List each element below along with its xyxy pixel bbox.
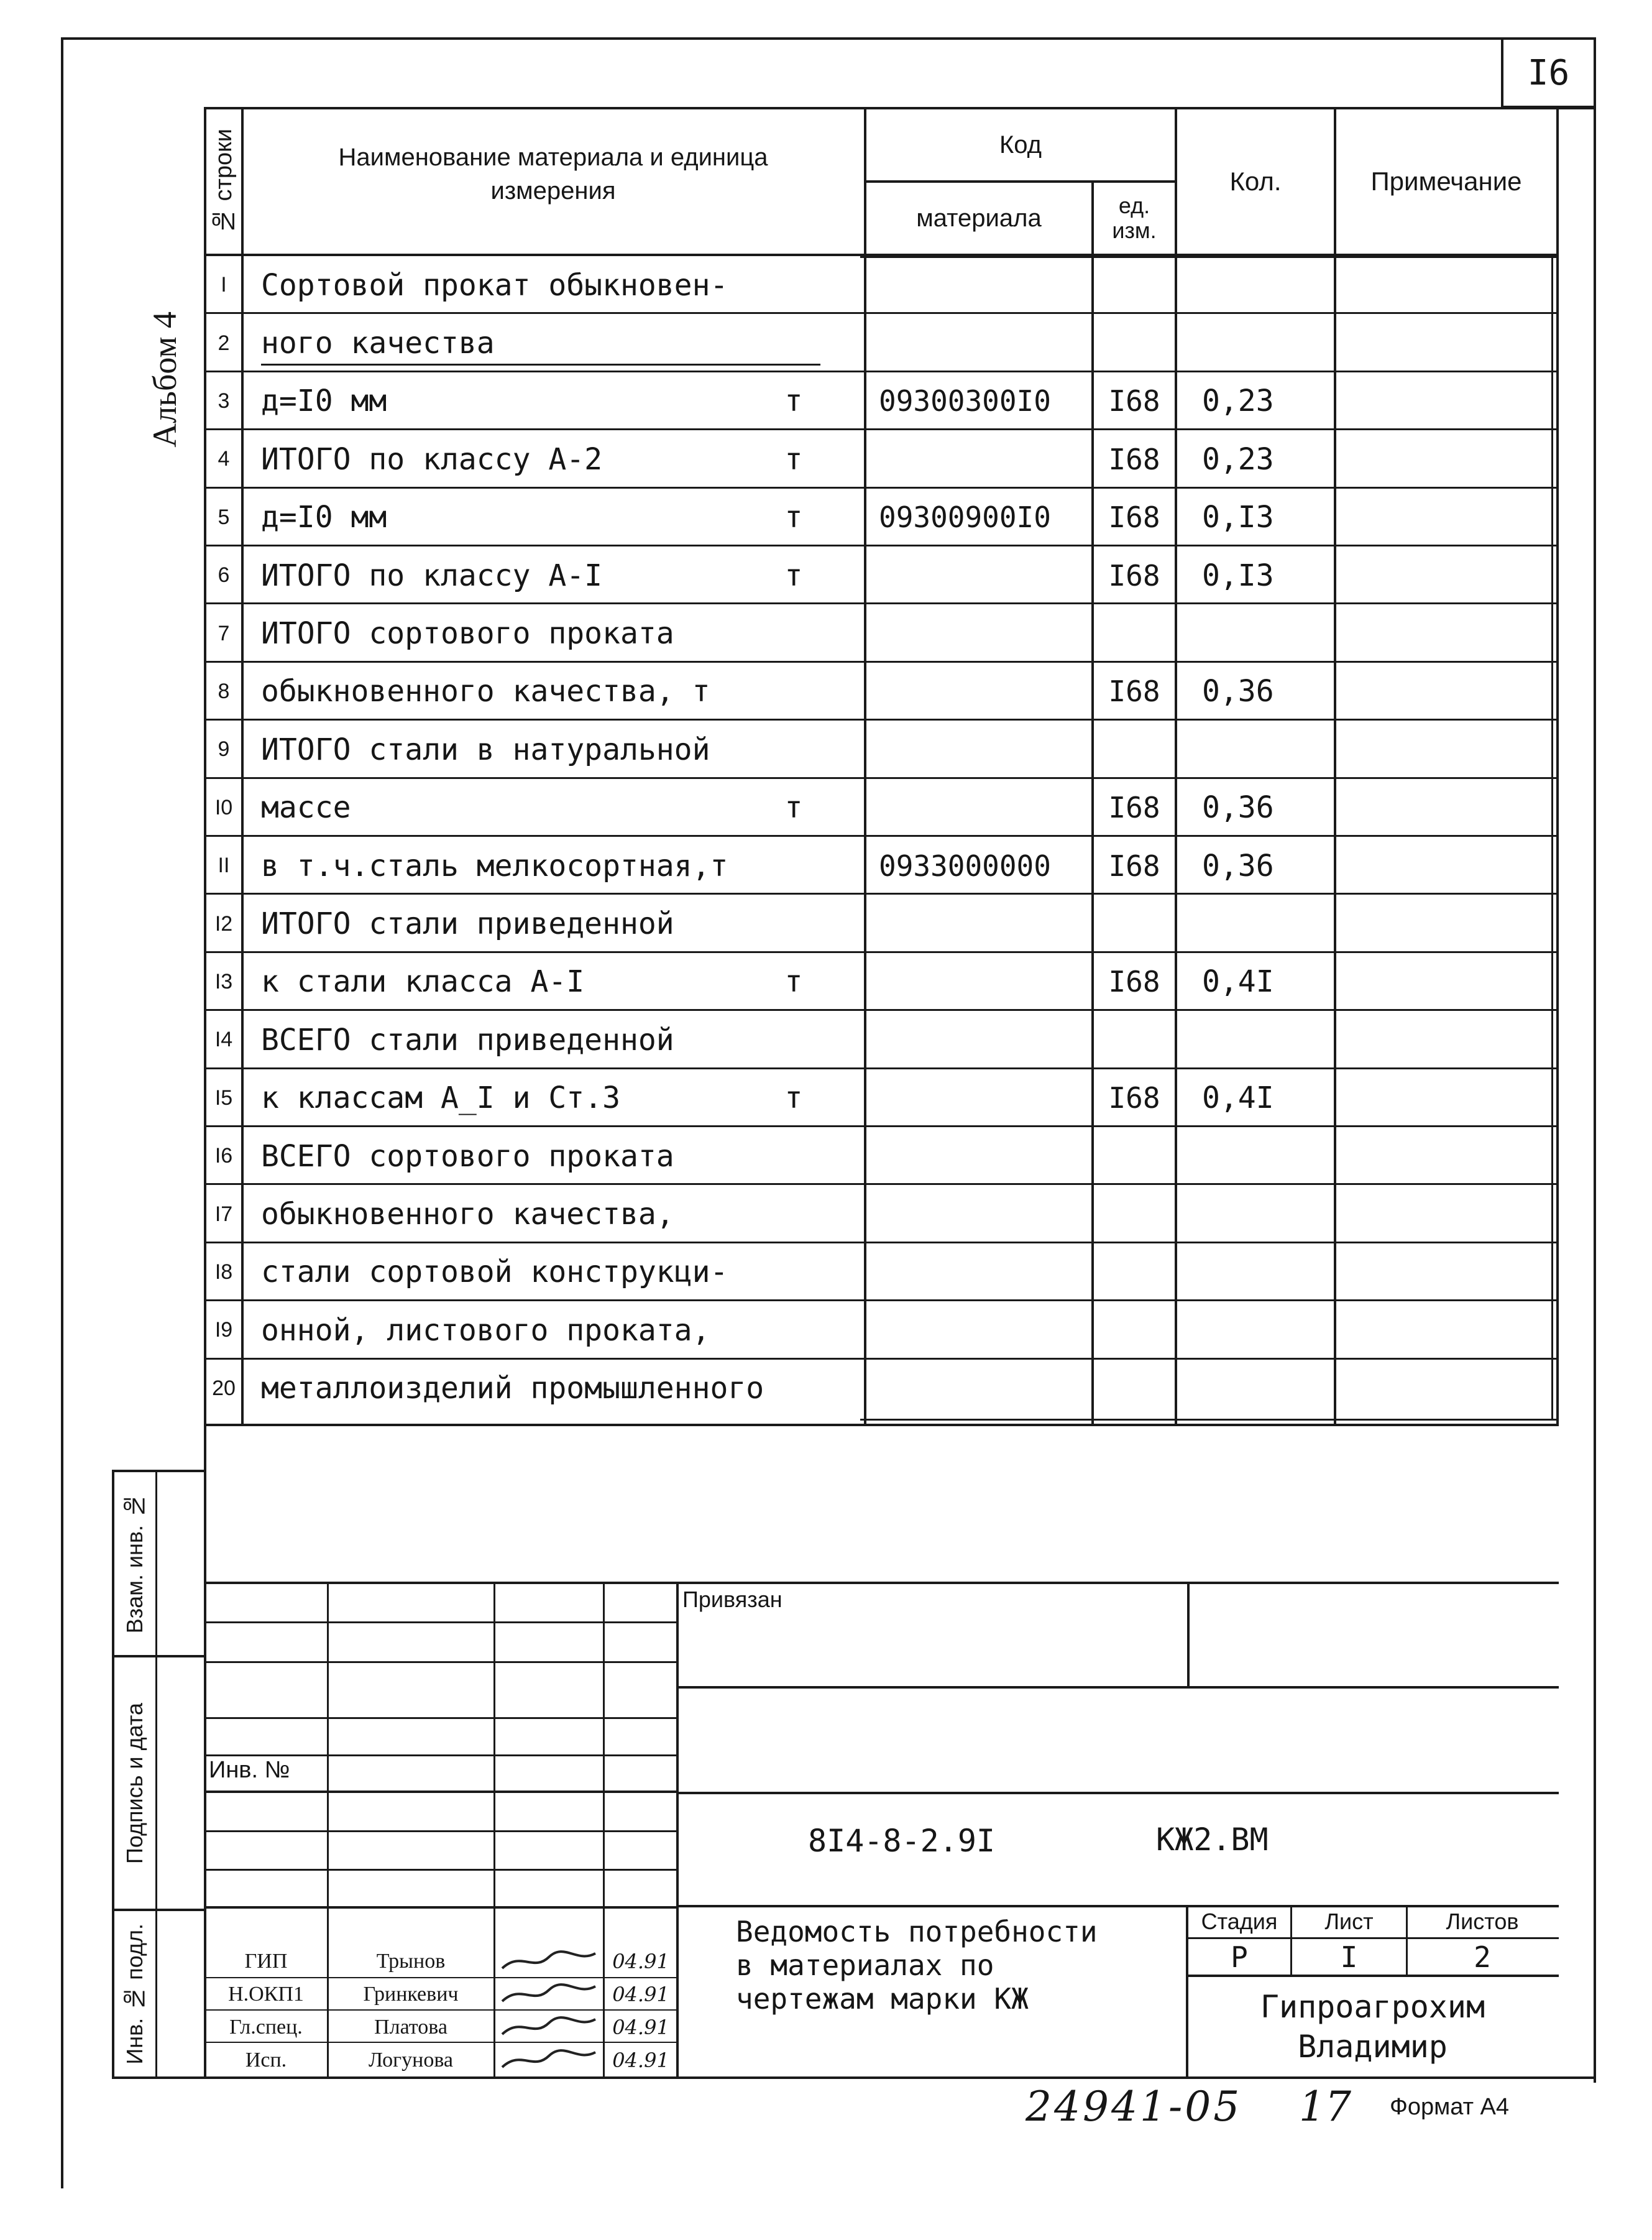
inv-no-label: Инв. № bbox=[209, 1757, 290, 1783]
cell-code bbox=[866, 1011, 1104, 1069]
cell-code bbox=[866, 314, 1104, 372]
underline-row2 bbox=[261, 364, 820, 366]
cell-unit: т bbox=[784, 384, 803, 419]
cell-name: обыкновенного качества, т bbox=[261, 674, 710, 709]
table-row bbox=[206, 779, 1558, 837]
header-name: Наименование материала и единица измерения bbox=[338, 144, 768, 205]
stamp-col-split bbox=[155, 1470, 157, 2078]
cell-name: онной, листового проката, bbox=[261, 1312, 710, 1348]
cell-name: ного качества bbox=[261, 326, 495, 361]
signature-name: Логунова bbox=[368, 2048, 454, 2072]
table-row bbox=[206, 604, 1558, 662]
cell-code bbox=[866, 1301, 1104, 1359]
cell-note bbox=[1336, 1360, 1569, 1417]
table-row bbox=[206, 1069, 1558, 1127]
sheet-label: Лист bbox=[1324, 1909, 1374, 1934]
cell-qty: 0,I3 bbox=[1202, 558, 1274, 593]
cell-qty bbox=[1177, 256, 1359, 314]
album-label: Альбом 4 bbox=[146, 311, 183, 448]
cell-note bbox=[1336, 663, 1569, 721]
table-row bbox=[206, 546, 1558, 604]
cell-ed bbox=[1094, 1360, 1175, 1417]
signature-row bbox=[205, 1978, 677, 2011]
cell-unit: т bbox=[784, 1081, 803, 1116]
cell-name: массе bbox=[261, 790, 351, 826]
cell-ed bbox=[1094, 1301, 1175, 1359]
signature-role: Гл.спец. bbox=[229, 2015, 303, 2039]
cell-note bbox=[1336, 953, 1569, 1011]
signature-mark bbox=[496, 2011, 602, 2044]
cell-row-no: I bbox=[221, 273, 227, 297]
table-bottom bbox=[204, 1424, 1559, 1426]
cell-name: ВСЕГО сортового проката bbox=[261, 1138, 674, 1174]
table-row bbox=[206, 1127, 1558, 1185]
tb-top bbox=[204, 1582, 1559, 1584]
signature-date: 04.91 bbox=[612, 1949, 669, 1973]
cell-ed bbox=[1094, 314, 1175, 372]
cell-code bbox=[866, 953, 1104, 1011]
cell-code bbox=[866, 1360, 1104, 1417]
tb-h-code bbox=[677, 1792, 1559, 1794]
cell-row-no: I6 bbox=[214, 1144, 233, 1168]
table-row bbox=[206, 256, 1558, 314]
table-row bbox=[206, 953, 1558, 1011]
cell-code bbox=[866, 546, 1104, 604]
tb-left-h5 bbox=[205, 1791, 677, 1793]
cell-code: 09300900I0 bbox=[879, 500, 1051, 535]
page-number: I6 bbox=[1527, 52, 1570, 93]
cell-row-no: I2 bbox=[214, 911, 233, 936]
table-body bbox=[206, 256, 1558, 1425]
cell-qty: 0,4I bbox=[1202, 964, 1274, 1000]
cell-unit bbox=[716, 1011, 871, 1069]
doc-title-line2: в материалах по bbox=[736, 1948, 994, 1982]
cell-ed: I68 bbox=[1108, 675, 1160, 709]
header-code-material: материала bbox=[916, 204, 1042, 232]
stage-label: Стадия bbox=[1201, 1909, 1278, 1934]
cell-code bbox=[866, 1069, 1104, 1127]
cell-code bbox=[866, 1127, 1104, 1185]
cell-qty bbox=[1177, 1360, 1359, 1417]
cell-unit bbox=[716, 604, 871, 662]
cell-note bbox=[1336, 314, 1569, 372]
cell-row-no: I3 bbox=[214, 969, 233, 993]
header-note: Примечание bbox=[1370, 167, 1522, 196]
cell-row-no: II bbox=[218, 854, 230, 878]
cell-unit bbox=[716, 663, 871, 721]
cell-unit bbox=[716, 1360, 871, 1417]
cell-row-no: 7 bbox=[218, 621, 230, 645]
table-row bbox=[206, 489, 1558, 546]
cell-note bbox=[1336, 1127, 1569, 1185]
cell-ed: I68 bbox=[1108, 558, 1160, 592]
cell-row-no: I7 bbox=[214, 1202, 233, 1226]
cell-ed: I68 bbox=[1108, 1081, 1160, 1115]
cell-note bbox=[1336, 372, 1569, 430]
table-row bbox=[206, 895, 1558, 952]
signature-name: Трынов bbox=[376, 1949, 446, 1973]
cell-row-no: 9 bbox=[218, 737, 230, 762]
cell-name: ИТОГО сортового проката bbox=[261, 616, 674, 652]
stage-value: Р bbox=[1231, 1940, 1248, 1974]
header-code: Код bbox=[999, 131, 1042, 159]
cell-row-no: I0 bbox=[214, 795, 233, 819]
cell-qty: 0,4I bbox=[1202, 1081, 1274, 1116]
org-line1: Гипроагрохим bbox=[1260, 1989, 1485, 2025]
tb-left-h7 bbox=[205, 1869, 677, 1871]
tb-left-h3 bbox=[205, 1717, 677, 1719]
cell-name: ИТОГО стали в натуральной bbox=[261, 732, 710, 767]
cell-ed bbox=[1094, 604, 1175, 662]
table-row bbox=[206, 1360, 1558, 1417]
frame-left bbox=[61, 37, 63, 2188]
cell-qty bbox=[1177, 1301, 1359, 1359]
cell-qty bbox=[1177, 721, 1359, 778]
tb-left-h2 bbox=[205, 1661, 677, 1663]
cell-row-no: 3 bbox=[218, 389, 230, 413]
signature-row bbox=[205, 2011, 677, 2044]
cell-row-no: I8 bbox=[214, 1260, 233, 1284]
cell-qty bbox=[1177, 314, 1359, 372]
signature-role: Исп. bbox=[245, 2048, 287, 2072]
cell-name: д=I0 мм bbox=[261, 384, 387, 419]
cell-name: ИТОГО по классу А-2 bbox=[261, 441, 603, 477]
cell-note bbox=[1336, 721, 1569, 778]
cell-name: д=I0 мм bbox=[261, 500, 387, 535]
cell-row-no: 5 bbox=[218, 505, 230, 529]
cell-ed: I68 bbox=[1108, 791, 1160, 825]
org-line2: Владимир bbox=[1298, 2029, 1448, 2065]
sheets-value: 2 bbox=[1474, 1940, 1491, 1974]
frame-top bbox=[62, 37, 1595, 40]
cell-code bbox=[866, 1185, 1104, 1243]
cell-ed bbox=[1094, 1011, 1175, 1069]
table-row bbox=[206, 663, 1558, 721]
cell-unit bbox=[716, 1185, 871, 1243]
frame-right bbox=[1594, 37, 1596, 2083]
cell-note bbox=[1336, 1011, 1569, 1069]
header-row-no: № строки bbox=[210, 129, 237, 234]
signatures bbox=[205, 1945, 677, 2076]
cell-code bbox=[866, 256, 1104, 314]
table-row bbox=[206, 372, 1558, 430]
header-qty: Кол. bbox=[1229, 167, 1282, 196]
cell-unit bbox=[716, 1243, 871, 1301]
signature-date: 04.91 bbox=[612, 2015, 669, 2039]
tb-left-h4 bbox=[205, 1754, 677, 1756]
cell-ed bbox=[1094, 1243, 1175, 1301]
cell-note bbox=[1336, 1243, 1569, 1301]
cell-qty: 0,23 bbox=[1202, 384, 1274, 419]
cell-unit: т bbox=[784, 500, 803, 535]
cell-unit bbox=[716, 721, 871, 778]
cell-code bbox=[866, 779, 1104, 837]
cell-row-no: 4 bbox=[218, 447, 230, 471]
cell-ed: I68 bbox=[1108, 500, 1160, 535]
signature-date: 04.91 bbox=[612, 1982, 669, 2006]
cell-row-no: 6 bbox=[218, 563, 230, 588]
signature-mark bbox=[496, 2044, 602, 2076]
cell-note bbox=[1336, 430, 1569, 488]
doc-code: 8I4-8-2.9I bbox=[808, 1823, 996, 1859]
cell-qty: 0,36 bbox=[1202, 848, 1274, 883]
cell-ed bbox=[1094, 895, 1175, 952]
signature-name: Гринкевич bbox=[363, 1982, 459, 2006]
doc-title-line1: Ведомость потребности bbox=[736, 1915, 1098, 1948]
signature-mark bbox=[496, 1945, 602, 1978]
stamp-inv-podl: Инв. № подл. bbox=[122, 1923, 147, 2065]
signature-row bbox=[205, 1945, 677, 1978]
cell-qty bbox=[1177, 604, 1359, 662]
cell-note bbox=[1336, 489, 1569, 546]
cell-qty: 0,23 bbox=[1202, 441, 1274, 477]
cell-note bbox=[1336, 779, 1569, 837]
privyazan-label: Привязан bbox=[682, 1587, 782, 1612]
cell-code bbox=[866, 721, 1104, 778]
cell-name: в т.ч.сталь мелкосортная,т bbox=[261, 848, 728, 883]
sheets-label: Листов bbox=[1446, 1909, 1519, 1934]
tb-left-h8 bbox=[205, 1906, 677, 1909]
tb-left-h1 bbox=[205, 1621, 677, 1623]
format-label: Формат А4 bbox=[1390, 2094, 1510, 2120]
cell-qty bbox=[1177, 1185, 1359, 1243]
table-row bbox=[206, 1243, 1558, 1301]
signature-role: Н.ОКП1 bbox=[228, 1982, 304, 2006]
table-row bbox=[206, 721, 1558, 778]
cell-qty bbox=[1177, 895, 1359, 952]
signature-name: Платова bbox=[374, 2015, 447, 2039]
cell-ed: I68 bbox=[1108, 442, 1160, 476]
cell-unit: т bbox=[784, 964, 803, 1000]
cell-note bbox=[1336, 1069, 1569, 1127]
cell-qty: 0,I3 bbox=[1202, 500, 1274, 535]
signature-role: ГИП bbox=[244, 1949, 288, 1973]
cell-row-no: 20 bbox=[212, 1376, 236, 1400]
org-name bbox=[1188, 1977, 1557, 2076]
cell-qty: 0,36 bbox=[1202, 790, 1274, 826]
table-row bbox=[206, 430, 1558, 488]
doc-title-line3: чертежам марки КЖ bbox=[736, 1982, 1029, 2016]
cell-code bbox=[866, 604, 1104, 662]
cell-row-no: I4 bbox=[214, 1028, 233, 1052]
cell-name: ВСЕГО стали приведенной bbox=[261, 1022, 674, 1058]
cell-name: ИТОГО стали приведенной bbox=[261, 906, 674, 942]
signature-mark bbox=[496, 1978, 602, 2011]
tb-h-privyazan bbox=[677, 1686, 1559, 1689]
stamp-vzam: Взам. инв. № bbox=[122, 1493, 147, 1634]
table-row bbox=[206, 1011, 1558, 1069]
cell-note bbox=[1336, 256, 1569, 314]
cell-unit bbox=[716, 1301, 871, 1359]
cell-name: к классам А_I и Ст.3 bbox=[261, 1081, 620, 1116]
cell-note bbox=[1336, 604, 1569, 662]
cell-name: металлоизделий промышленного bbox=[261, 1371, 764, 1406]
stamp-bottom bbox=[112, 2076, 1596, 2079]
cell-note bbox=[1336, 546, 1569, 604]
cell-qty bbox=[1177, 1243, 1359, 1301]
signature-row bbox=[205, 2044, 677, 2076]
cell-ed: I68 bbox=[1108, 384, 1160, 418]
cell-code: 0933000000 bbox=[879, 849, 1051, 883]
tb-left-h6 bbox=[205, 1830, 677, 1832]
cell-code bbox=[866, 895, 1104, 952]
cell-ed bbox=[1094, 1127, 1175, 1185]
cell-name: стали сортовой конструкци- bbox=[261, 1255, 728, 1290]
doc-title bbox=[736, 1915, 1098, 2016]
signature-date: 04.91 bbox=[612, 2048, 669, 2072]
drawing-mark: КЖ2.ВМ bbox=[1156, 1822, 1269, 1858]
handwritten-number: 24941-05 bbox=[1026, 2083, 1242, 2131]
cell-name: к стали класса А-I bbox=[261, 964, 585, 1000]
cell-note bbox=[1336, 1185, 1569, 1243]
cell-ed bbox=[1094, 1185, 1175, 1243]
cell-unit: т bbox=[784, 558, 803, 593]
cell-ed: I68 bbox=[1108, 849, 1160, 883]
cell-note bbox=[1336, 895, 1569, 952]
cell-row-no: 2 bbox=[218, 331, 230, 355]
cell-unit: т bbox=[784, 441, 803, 477]
cell-name: Сортовой прокат обыкновен- bbox=[261, 267, 728, 303]
table-row bbox=[206, 837, 1558, 895]
stamp-podpis: Подпись и дата bbox=[122, 1702, 147, 1864]
cell-qty bbox=[1177, 1127, 1359, 1185]
table-row bbox=[206, 1185, 1558, 1243]
cell-row-no: 8 bbox=[218, 679, 230, 703]
cell-ed bbox=[1094, 721, 1175, 778]
cell-code bbox=[866, 663, 1104, 721]
handwritten-page: 17 bbox=[1299, 2083, 1351, 2131]
table-row bbox=[206, 1301, 1558, 1359]
cell-unit bbox=[716, 837, 871, 895]
cell-row-no: I9 bbox=[214, 1318, 233, 1342]
header-code-unit: ед. изм. bbox=[1112, 193, 1157, 243]
cell-unit bbox=[716, 256, 871, 314]
cell-code bbox=[866, 1243, 1104, 1301]
cell-row-no: I5 bbox=[214, 1085, 233, 1110]
cell-qty bbox=[1177, 1011, 1359, 1069]
cell-note bbox=[1336, 837, 1569, 895]
cell-unit bbox=[716, 1127, 871, 1185]
cell-code: 09300300I0 bbox=[879, 384, 1051, 418]
tb-privyazan-split bbox=[1187, 1582, 1190, 1687]
cell-name: ИТОГО по классу А-I bbox=[261, 558, 603, 593]
cell-ed: I68 bbox=[1108, 965, 1160, 999]
sheet-value: I bbox=[1340, 1940, 1358, 1974]
cell-name: обыкновенного качества, bbox=[261, 1197, 674, 1232]
cell-ed bbox=[1094, 256, 1175, 314]
cell-unit bbox=[716, 895, 871, 952]
cell-note bbox=[1336, 1301, 1569, 1359]
cell-code bbox=[866, 430, 1104, 488]
cell-qty: 0,36 bbox=[1202, 674, 1274, 709]
cell-unit: т bbox=[784, 790, 803, 826]
